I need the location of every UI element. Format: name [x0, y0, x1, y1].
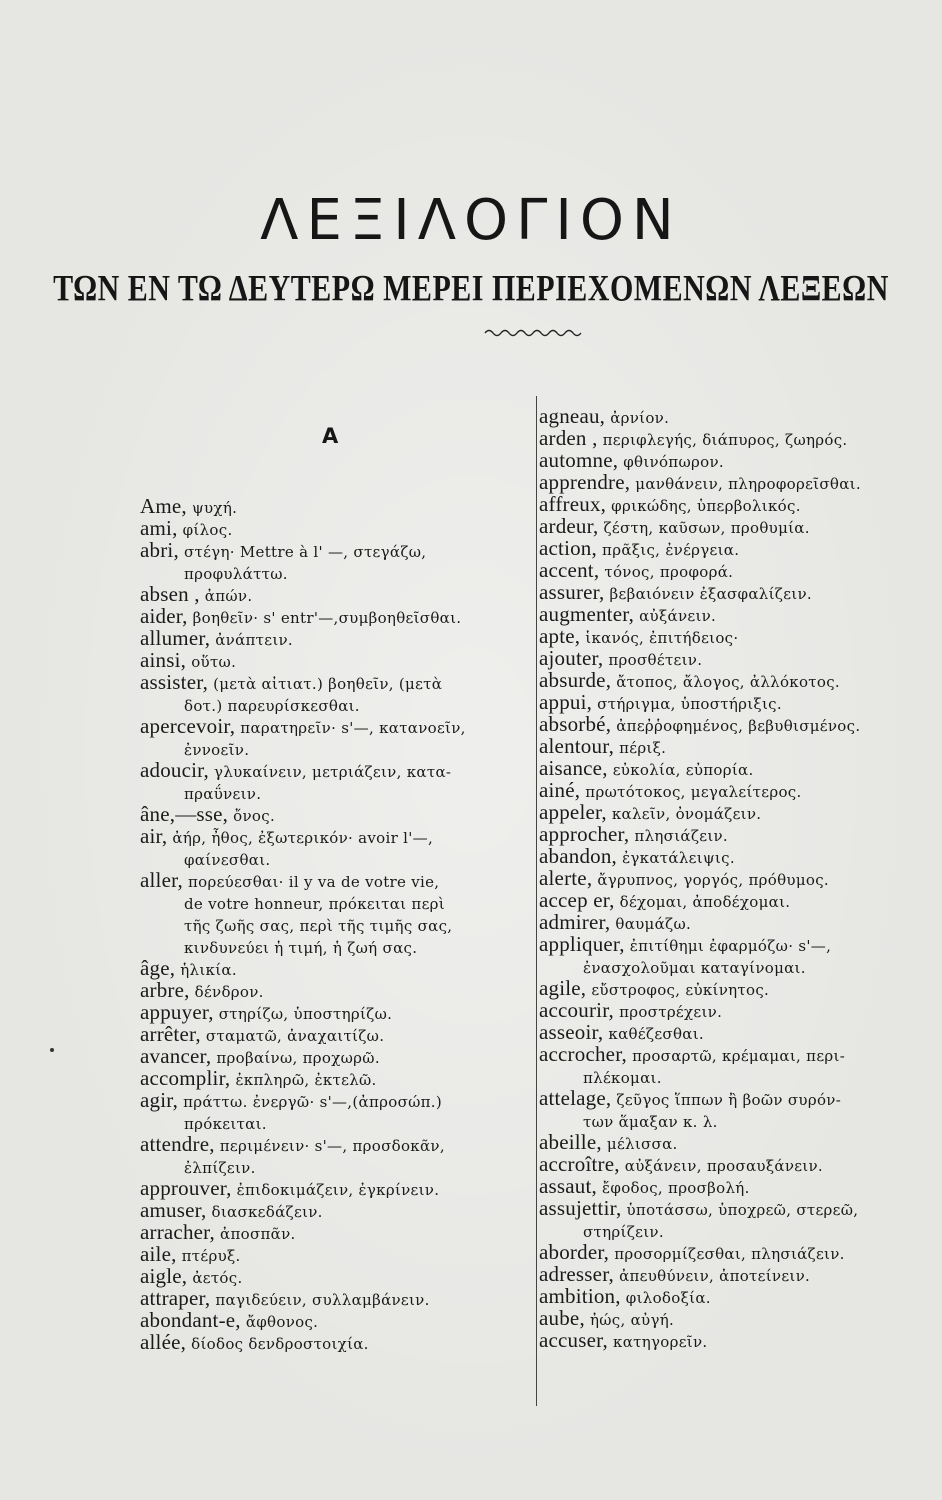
- dictionary-entry: [539, 1153, 931, 1175]
- entry-definition: ζεῦγος ἵππων ἢ βοῶν συρόν-: [611, 1091, 842, 1109]
- entry-definition: προσαρτῶ, κρέμαμαι, περι-: [627, 1047, 846, 1065]
- entry-definition: πρόκειται.: [184, 1115, 267, 1133]
- entry-definition: μανθάνειν, πληροφορεῖσθαι.: [630, 475, 861, 493]
- entry-headword: approcher,: [539, 822, 630, 846]
- dictionary-entry: [140, 1287, 530, 1309]
- dictionary-entry: [140, 1221, 530, 1243]
- entry-definition: ἐλπίζειν.: [184, 1159, 256, 1177]
- entry-definition: de votre honneur, πρόκειται περὶ: [184, 895, 445, 913]
- dictionary-entry-continuation: [539, 1219, 931, 1241]
- entry-headword: absorbé,: [539, 712, 612, 736]
- entry-headword: approuver,: [140, 1176, 232, 1200]
- entry-headword: action,: [539, 536, 597, 560]
- dictionary-entry-continuation: [140, 693, 530, 715]
- entry-definition: των ἅμαξαν κ. λ.: [583, 1113, 718, 1131]
- entry-definition: εὐκολία, εὐπορία.: [607, 761, 754, 779]
- entry-definition: ἡλικία.: [175, 961, 237, 979]
- ink-spot: [50, 1048, 54, 1052]
- entry-definition: βοηθεῖν· s' entr'—,συμβοηθεῖσθαι.: [187, 609, 462, 627]
- dictionary-entry: [539, 933, 931, 955]
- entry-headword: abondant-e,: [140, 1308, 241, 1332]
- dictionary-entry: [539, 1263, 931, 1285]
- entry-headword: attendre,: [140, 1132, 215, 1156]
- dictionary-entry-continuation: [539, 955, 931, 977]
- column-divider: [536, 396, 537, 1406]
- entry-headword: alentour,: [539, 734, 615, 758]
- entry-headword: accuser,: [539, 1328, 608, 1352]
- dictionary-entry: [539, 999, 931, 1021]
- entry-definition: στηρίζω, ὑποστηρίζω.: [213, 1005, 393, 1023]
- entry-headword: aile,: [140, 1242, 177, 1266]
- entry-definition: πλησιάζειν.: [629, 827, 728, 845]
- entry-definition: πτέρυξ.: [176, 1247, 241, 1265]
- dictionary-entry: [140, 825, 530, 847]
- entry-definition: προφυλάττω.: [184, 565, 288, 583]
- dictionary-entry: [539, 1329, 931, 1351]
- dictionary-entry: [539, 1241, 931, 1263]
- entry-headword: arden ,: [539, 426, 598, 450]
- dictionary-entry-continuation: [140, 935, 530, 957]
- entry-headword: assujettir,: [539, 1196, 622, 1220]
- dictionary-entry: [140, 759, 530, 781]
- entry-definition: ἱκανός, ἐπιτήδειος·: [580, 629, 739, 647]
- dictionary-entry: [539, 713, 931, 735]
- entry-headword: accep er,: [539, 888, 615, 912]
- entry-headword: air,: [140, 824, 168, 848]
- entry-definition: κατηγορεῖν.: [607, 1333, 708, 1351]
- entry-definition: ζέστη, καῦσων, προθυμία.: [598, 519, 810, 537]
- entry-definition: φαίνεσθαι.: [184, 851, 271, 869]
- dictionary-entry: [539, 779, 931, 801]
- entry-definition: τῆς ζωῆς σας, περὶ τῆς τιμῆς σας,: [184, 917, 453, 935]
- entry-definition: ἐνασχολοῦμαι καταγίνομαι.: [583, 959, 806, 977]
- dictionary-entry-continuation: [140, 913, 530, 935]
- entry-definition: ἐπιδοκιμάζειν, ἐγκρίνειν.: [231, 1181, 440, 1199]
- dictionary-entry: [140, 671, 530, 693]
- entry-headword: abeille,: [539, 1130, 602, 1154]
- dictionary-entry-continuation: [140, 561, 530, 583]
- entry-headword: ami,: [140, 516, 178, 540]
- entry-definition: ἀπεῤῥοφημένος, βεβυθισμένος.: [611, 717, 861, 735]
- entry-headword: agneau,: [539, 404, 606, 428]
- entry-headword: augmenter,: [539, 602, 635, 626]
- dictionary-entry-continuation: [140, 737, 530, 759]
- dictionary-entry-continuation: [140, 847, 530, 869]
- entry-headword: âne,—sse,: [140, 802, 229, 826]
- dictionary-entry: [539, 1285, 931, 1307]
- entry-headword: absurde,: [539, 668, 612, 692]
- entry-definition: ψυχή.: [186, 499, 238, 517]
- dictionary-entry: [140, 1199, 530, 1221]
- entry-definition: πλέκομαι.: [583, 1069, 662, 1087]
- entry-definition: τόνος, προφορά.: [599, 563, 734, 581]
- dictionary-entry: [140, 649, 530, 671]
- entry-definition: ὄνος.: [228, 807, 276, 825]
- dictionary-entry: [539, 493, 931, 515]
- dictionary-entry: [539, 1307, 931, 1329]
- dictionary-entry: [140, 605, 530, 627]
- entry-headword: ardeur,: [539, 514, 599, 538]
- entry-headword: agile,: [539, 976, 587, 1000]
- dictionary-entry: [140, 1089, 530, 1111]
- dictionary-entry: [539, 757, 931, 779]
- entry-definition: περιμένειν· s'—, προσδοκᾶν,: [214, 1137, 445, 1155]
- entry-headword: apte,: [539, 624, 581, 648]
- dictionary-entry: [539, 559, 931, 581]
- entry-definition: στήριγμα, ὑποστήριξις.: [592, 695, 782, 713]
- entry-definition: δοτ.) παρευρίσκεσθαι.: [184, 697, 360, 715]
- entry-headword: Ame,: [140, 494, 187, 518]
- entry-headword: agir,: [140, 1088, 179, 1112]
- entry-definition: ἀνάπτειν.: [210, 631, 293, 649]
- entry-headword: accent,: [539, 558, 600, 582]
- entry-headword: assaut,: [539, 1174, 597, 1198]
- entry-definition: προστρέχειν.: [614, 1003, 723, 1021]
- entry-headword: aisance,: [539, 756, 608, 780]
- entry-definition: καθέζεσθαι.: [603, 1025, 704, 1043]
- entry-definition: κινδυνεύει ἡ τιμή, ἡ ζωή σας.: [184, 939, 418, 957]
- entry-definition: αὐξάνειν.: [634, 607, 717, 625]
- entry-headword: arracher,: [140, 1220, 215, 1244]
- dictionary-entry-continuation: [140, 1155, 530, 1177]
- dictionary-entry: [140, 495, 530, 517]
- entry-definition: ἀποσπᾶν.: [214, 1225, 296, 1243]
- dictionary-entry: [140, 1023, 530, 1045]
- dictionary-entry: [539, 1131, 931, 1153]
- dictionary-entry: [140, 1067, 530, 1089]
- entry-definition: φίλος.: [177, 521, 233, 539]
- entry-definition: θαυμάζω.: [610, 915, 692, 933]
- dictionary-entry: [539, 801, 931, 823]
- entry-headword: abri,: [140, 538, 179, 562]
- dictionary-entry: [140, 1177, 530, 1199]
- dictionary-entry: [539, 1043, 931, 1065]
- dictionary-entry: [140, 1133, 530, 1155]
- entry-definition: παρατηρεῖν· s'—, κατανοεῖν,: [235, 719, 466, 737]
- entry-definition: οὕτω.: [186, 653, 237, 671]
- entry-headword: aigle,: [140, 1264, 188, 1288]
- entry-definition: φθινόπωρον.: [618, 453, 724, 471]
- dictionary-entry: [539, 449, 931, 471]
- dictionary-entry: [140, 627, 530, 649]
- entry-headword: accourir,: [539, 998, 614, 1022]
- dictionary-entry: [140, 1331, 530, 1353]
- entry-definition: φρικώδης, ὑπερβολικός.: [606, 497, 801, 515]
- entry-definition: ἀπών.: [199, 587, 253, 605]
- entry-headword: affreux,: [539, 492, 607, 516]
- entry-definition: σταματῶ, ἀναχαιτίζω.: [200, 1027, 385, 1045]
- entry-definition: περιφλεγής, διάπυρος, ζωηρός.: [597, 431, 848, 449]
- entry-definition: βεβαιόνειν ἐξασφαλίζειν.: [604, 585, 812, 603]
- entry-definition: πραΰνειν.: [184, 785, 262, 803]
- entry-definition: (μετὰ αἰτιατ.) βοηθεῖν, (μετὰ: [208, 675, 443, 693]
- entry-headword: appui,: [539, 690, 593, 714]
- entry-definition: ὑποτάσσω, ὑποχρεῶ, στερεῶ,: [621, 1201, 859, 1219]
- left-column: [140, 495, 530, 1353]
- dictionary-entry: [539, 1175, 931, 1197]
- entry-definition: διασκεδάζειν.: [206, 1203, 323, 1221]
- dictionary-entry: [539, 1087, 931, 1109]
- entry-headword: assurer,: [539, 580, 605, 604]
- dictionary-entry: [539, 515, 931, 537]
- entry-headword: amuser,: [140, 1198, 207, 1222]
- entry-definition: ἐπιτίθημι ἐφαρμόζω· s'—,: [624, 937, 832, 955]
- section-letter: A: [322, 424, 339, 448]
- dictionary-entry: [140, 979, 530, 1001]
- entry-definition: παγιδεύειν, συλλαμβάνειν.: [210, 1291, 430, 1309]
- entry-headword: avancer,: [140, 1044, 212, 1068]
- dictionary-entry: [539, 823, 931, 845]
- entry-definition: προσορμίζεσθαι, πλησιάζειν.: [609, 1245, 845, 1263]
- dictionary-entry: [539, 537, 931, 559]
- entry-headword: appuyer,: [140, 1000, 214, 1024]
- entry-definition: στηρίζειν.: [583, 1223, 664, 1241]
- dictionary-entry: [140, 1309, 530, 1331]
- entry-headword: aller,: [140, 868, 183, 892]
- entry-headword: asseoir,: [539, 1020, 604, 1044]
- entry-headword: attelage,: [539, 1086, 612, 1110]
- entry-definition: δένδρον.: [189, 983, 264, 1001]
- dictionary-entry: [539, 581, 931, 603]
- entry-definition: ἐγκατάλειψις.: [617, 849, 735, 867]
- entry-definition: γλυκαίνειν, μετριάζειν, κατα-: [208, 763, 452, 781]
- entry-definition: ἀπευθύνειν, ἀποτείνειν.: [614, 1267, 811, 1285]
- entry-definition: πρᾶξις, ἐνέργεια.: [596, 541, 740, 559]
- entry-definition: δέχομαι, ἀποδέχομαι.: [614, 893, 791, 911]
- entry-headword: accomplir,: [140, 1066, 231, 1090]
- entry-headword: absen ,: [140, 582, 200, 606]
- entry-definition: ἐκπληρῶ, ἐκτελῶ.: [230, 1071, 377, 1089]
- entry-headword: ainé,: [539, 778, 581, 802]
- entry-headword: accroître,: [539, 1152, 620, 1176]
- entry-definition: δίοδος δενδροστοιχία.: [186, 1335, 369, 1353]
- entry-definition: καλεῖν, ὀνομάζειν.: [606, 805, 762, 823]
- dictionary-entry: [539, 845, 931, 867]
- right-column: [539, 405, 931, 1351]
- entry-headword: assister,: [140, 670, 209, 694]
- dictionary-entry: [140, 1243, 530, 1265]
- entry-headword: arrêter,: [140, 1022, 201, 1046]
- entry-headword: accrocher,: [539, 1042, 627, 1066]
- entry-headword: admirer,: [539, 910, 611, 934]
- entry-headword: âge,: [140, 956, 176, 980]
- entry-definition: αὐξάνειν, προσαυξάνειν.: [619, 1157, 823, 1175]
- dictionary-entry: [140, 869, 530, 891]
- dictionary-entry: [140, 957, 530, 979]
- entry-headword: allée,: [140, 1330, 187, 1354]
- entry-headword: automne,: [539, 448, 619, 472]
- entry-definition: πέριξ.: [614, 739, 667, 757]
- entry-definition: πρωτότοκος, μεγαλείτερος.: [580, 783, 802, 801]
- dictionary-entry: [539, 735, 931, 757]
- dictionary-entry-continuation: [140, 1111, 530, 1133]
- entry-definition: ἐννοεῖν.: [184, 741, 250, 759]
- dictionary-entry: [140, 583, 530, 605]
- entry-headword: aube,: [539, 1306, 585, 1330]
- dictionary-entry: [140, 1265, 530, 1287]
- page-title: ΛΕΞΙΛΟΓΙΟΝ: [260, 188, 682, 253]
- dictionary-entry: [539, 889, 931, 911]
- dictionary-entry: [539, 405, 931, 427]
- entry-headword: abandon,: [539, 844, 617, 868]
- wavy-rule-ornament: [483, 326, 583, 340]
- entry-definition: ἠώς, αὐγή.: [584, 1311, 675, 1329]
- dictionary-entry: [539, 647, 931, 669]
- dictionary-entry-continuation: [140, 891, 530, 913]
- dictionary-entry-continuation: [539, 1065, 931, 1087]
- dictionary-entry: [539, 603, 931, 625]
- entry-definition: ἄφθονος.: [240, 1313, 319, 1331]
- entry-definition: ἔφοδος, προσβολή.: [596, 1179, 750, 1197]
- dictionary-entry: [539, 867, 931, 889]
- entry-definition: εὔστροφος, εὐκίνητος.: [586, 981, 770, 999]
- entry-headword: allumer,: [140, 626, 211, 650]
- entry-definition: προβαίνω, προχωρῶ.: [211, 1049, 380, 1067]
- dictionary-entry: [140, 715, 530, 737]
- entry-headword: appliquer,: [539, 932, 625, 956]
- dictionary-entry: [140, 1045, 530, 1067]
- entry-definition: πράττω. ἐνεργῶ· s'—,(ἀπροσώπ.): [178, 1093, 443, 1111]
- entry-definition: ἀετός.: [187, 1269, 243, 1287]
- entry-headword: ainsi,: [140, 648, 187, 672]
- entry-definition: μέλισσα.: [601, 1135, 678, 1153]
- entry-headword: aborder,: [539, 1240, 610, 1264]
- dictionary-entry: [140, 1001, 530, 1023]
- entry-headword: ambition,: [539, 1284, 621, 1308]
- entry-headword: aider,: [140, 604, 188, 628]
- entry-definition: ἀήρ, ἦθος, ἐξωτερικόν· avoir l'—,: [167, 829, 434, 847]
- dictionary-entry: [539, 977, 931, 999]
- entry-headword: ajouter,: [539, 646, 604, 670]
- dictionary-entry: [539, 471, 931, 493]
- dictionary-entry: [539, 691, 931, 713]
- dictionary-entry: [539, 669, 931, 691]
- entry-definition: προσθέτειν.: [603, 651, 703, 669]
- dictionary-entry: [539, 625, 931, 647]
- entry-definition: πορεύεσθαι· il y va de votre vie,: [182, 873, 440, 891]
- entry-headword: adresser,: [539, 1262, 615, 1286]
- page-subtitle: ΤΩΝ ΕΝ ΤΩ ΔΕΥΤΕΡΩ ΜΕΡΕΙ ΠΕΡΙΕΧΟΜΕΝΩΝ ΛΕΞΕΩΝ: [53, 268, 889, 310]
- entry-headword: appeler,: [539, 800, 607, 824]
- entry-definition: φιλοδοξία.: [620, 1289, 711, 1307]
- dictionary-entry-continuation: [140, 781, 530, 803]
- entry-definition: ἀρνίον.: [605, 409, 670, 427]
- dictionary-entry: [539, 427, 931, 449]
- entry-headword: attraper,: [140, 1286, 211, 1310]
- entry-headword: apercevoir,: [140, 714, 236, 738]
- entry-headword: adoucir,: [140, 758, 209, 782]
- dictionary-entry: [539, 1197, 931, 1219]
- dictionary-entry: [539, 911, 931, 933]
- dictionary-entry: [539, 1021, 931, 1043]
- dictionary-entry: [140, 539, 530, 561]
- entry-headword: alerte,: [539, 866, 593, 890]
- entry-definition: στέγη· Mettre à l' —, στεγάζω,: [178, 543, 427, 561]
- entry-definition: ἄγρυπνος, γοργός, πρόθυμος.: [592, 871, 829, 889]
- dictionary-entry: [140, 517, 530, 539]
- dictionary-entry-continuation: [539, 1109, 931, 1131]
- entry-definition: ἄτοπος, ἄλογος, ἀλλόκοτος.: [611, 673, 841, 691]
- entry-headword: arbre,: [140, 978, 190, 1002]
- dictionary-entry: [140, 803, 530, 825]
- entry-headword: apprendre,: [539, 470, 631, 494]
